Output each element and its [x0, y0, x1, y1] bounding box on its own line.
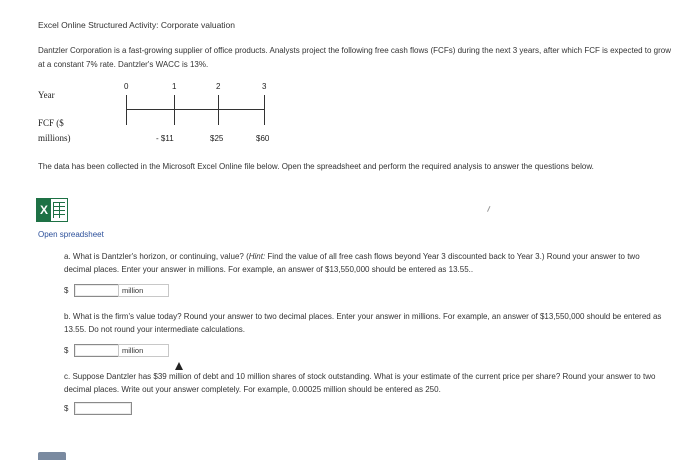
text-cursor-mark	[487, 206, 495, 214]
fcf-year-3: $60	[256, 134, 270, 143]
year-0: 0	[124, 82, 129, 91]
year-2: 2	[216, 82, 221, 91]
year-1: 1	[172, 82, 177, 91]
question-c: c. Suppose Dantzler has $39 million of debt and 10 million shares of stock outstanding. What is your estimate of the current price per share? Round your answer to two decimal places. Write out your answer completely. For example, 0.00025 million should be entered as 250.	[64, 372, 656, 394]
timeline-tick-3	[264, 95, 265, 125]
timeline-tick-0	[126, 95, 127, 125]
excel-grid-glyph	[53, 202, 65, 218]
question-a-hint: Hint:	[248, 252, 266, 261]
fcf-label-line1: FCF ($	[38, 118, 64, 128]
question-a	[64, 250, 664, 276]
answer-b-input[interactable]	[74, 344, 120, 357]
year-label: Year	[38, 90, 55, 100]
year-3: 3	[262, 82, 267, 91]
mouse-pointer-icon	[175, 362, 183, 370]
fcf-year-2: $25	[210, 134, 224, 143]
answer-a-input[interactable]	[74, 284, 120, 297]
fcf-year-1: - $11	[156, 134, 174, 143]
question-a-prefix: a. What is Dantzler's horizon, or continuing, value? (	[64, 252, 249, 261]
excel-x-glyph: X	[37, 199, 51, 221]
data-collected-text: The data has been collected in the Microsoft Excel Online file below. Open the spreadsheet and perform the required analysis to answer the questions below.	[38, 162, 594, 171]
answer-b-currency: $	[64, 346, 69, 355]
answer-a-currency: $	[64, 286, 69, 295]
answer-a-unit: million	[118, 284, 169, 297]
question-b: b. What is the firm's value today? Round your answer to two decimal places. Enter your answer in millions. For example, an answer of $13,550,000 should be entered as 13.55. Do not round your intermediate calculations.	[64, 312, 662, 334]
activity-title: Excel Online Structured Activity: Corporate valuation	[38, 20, 236, 30]
problem-intro: Dantzler Corporation is a fast-growing supplier of office products. Analysts project the following free cash flows (FCFs) during the next 3 years, after which FCF is expected to grow at a constant 7% rate. Dantzler's WACC is 13%.	[38, 46, 672, 69]
timeline-tick-2	[218, 95, 219, 125]
fcf-label-line2: millions)	[38, 133, 71, 143]
answer-b-unit: million	[118, 344, 169, 357]
timeline-axis	[126, 109, 265, 110]
bottom-button-partial[interactable]	[38, 452, 66, 460]
answer-c-currency: $	[64, 404, 69, 413]
question-a-hint-text: Find the value of all free cash flows beyond Year 3 discounted back to Year 3.) Round your answer to two decimal places. Enter your answer in millions. For example, an answer of $13,550,000 should be entered as 13.55..	[64, 252, 640, 274]
answer-c-input[interactable]	[74, 402, 132, 415]
excel-icon[interactable]	[36, 198, 68, 222]
open-spreadsheet-link[interactable]: Open spreadsheet	[38, 230, 104, 239]
timeline-tick-1	[174, 95, 175, 125]
